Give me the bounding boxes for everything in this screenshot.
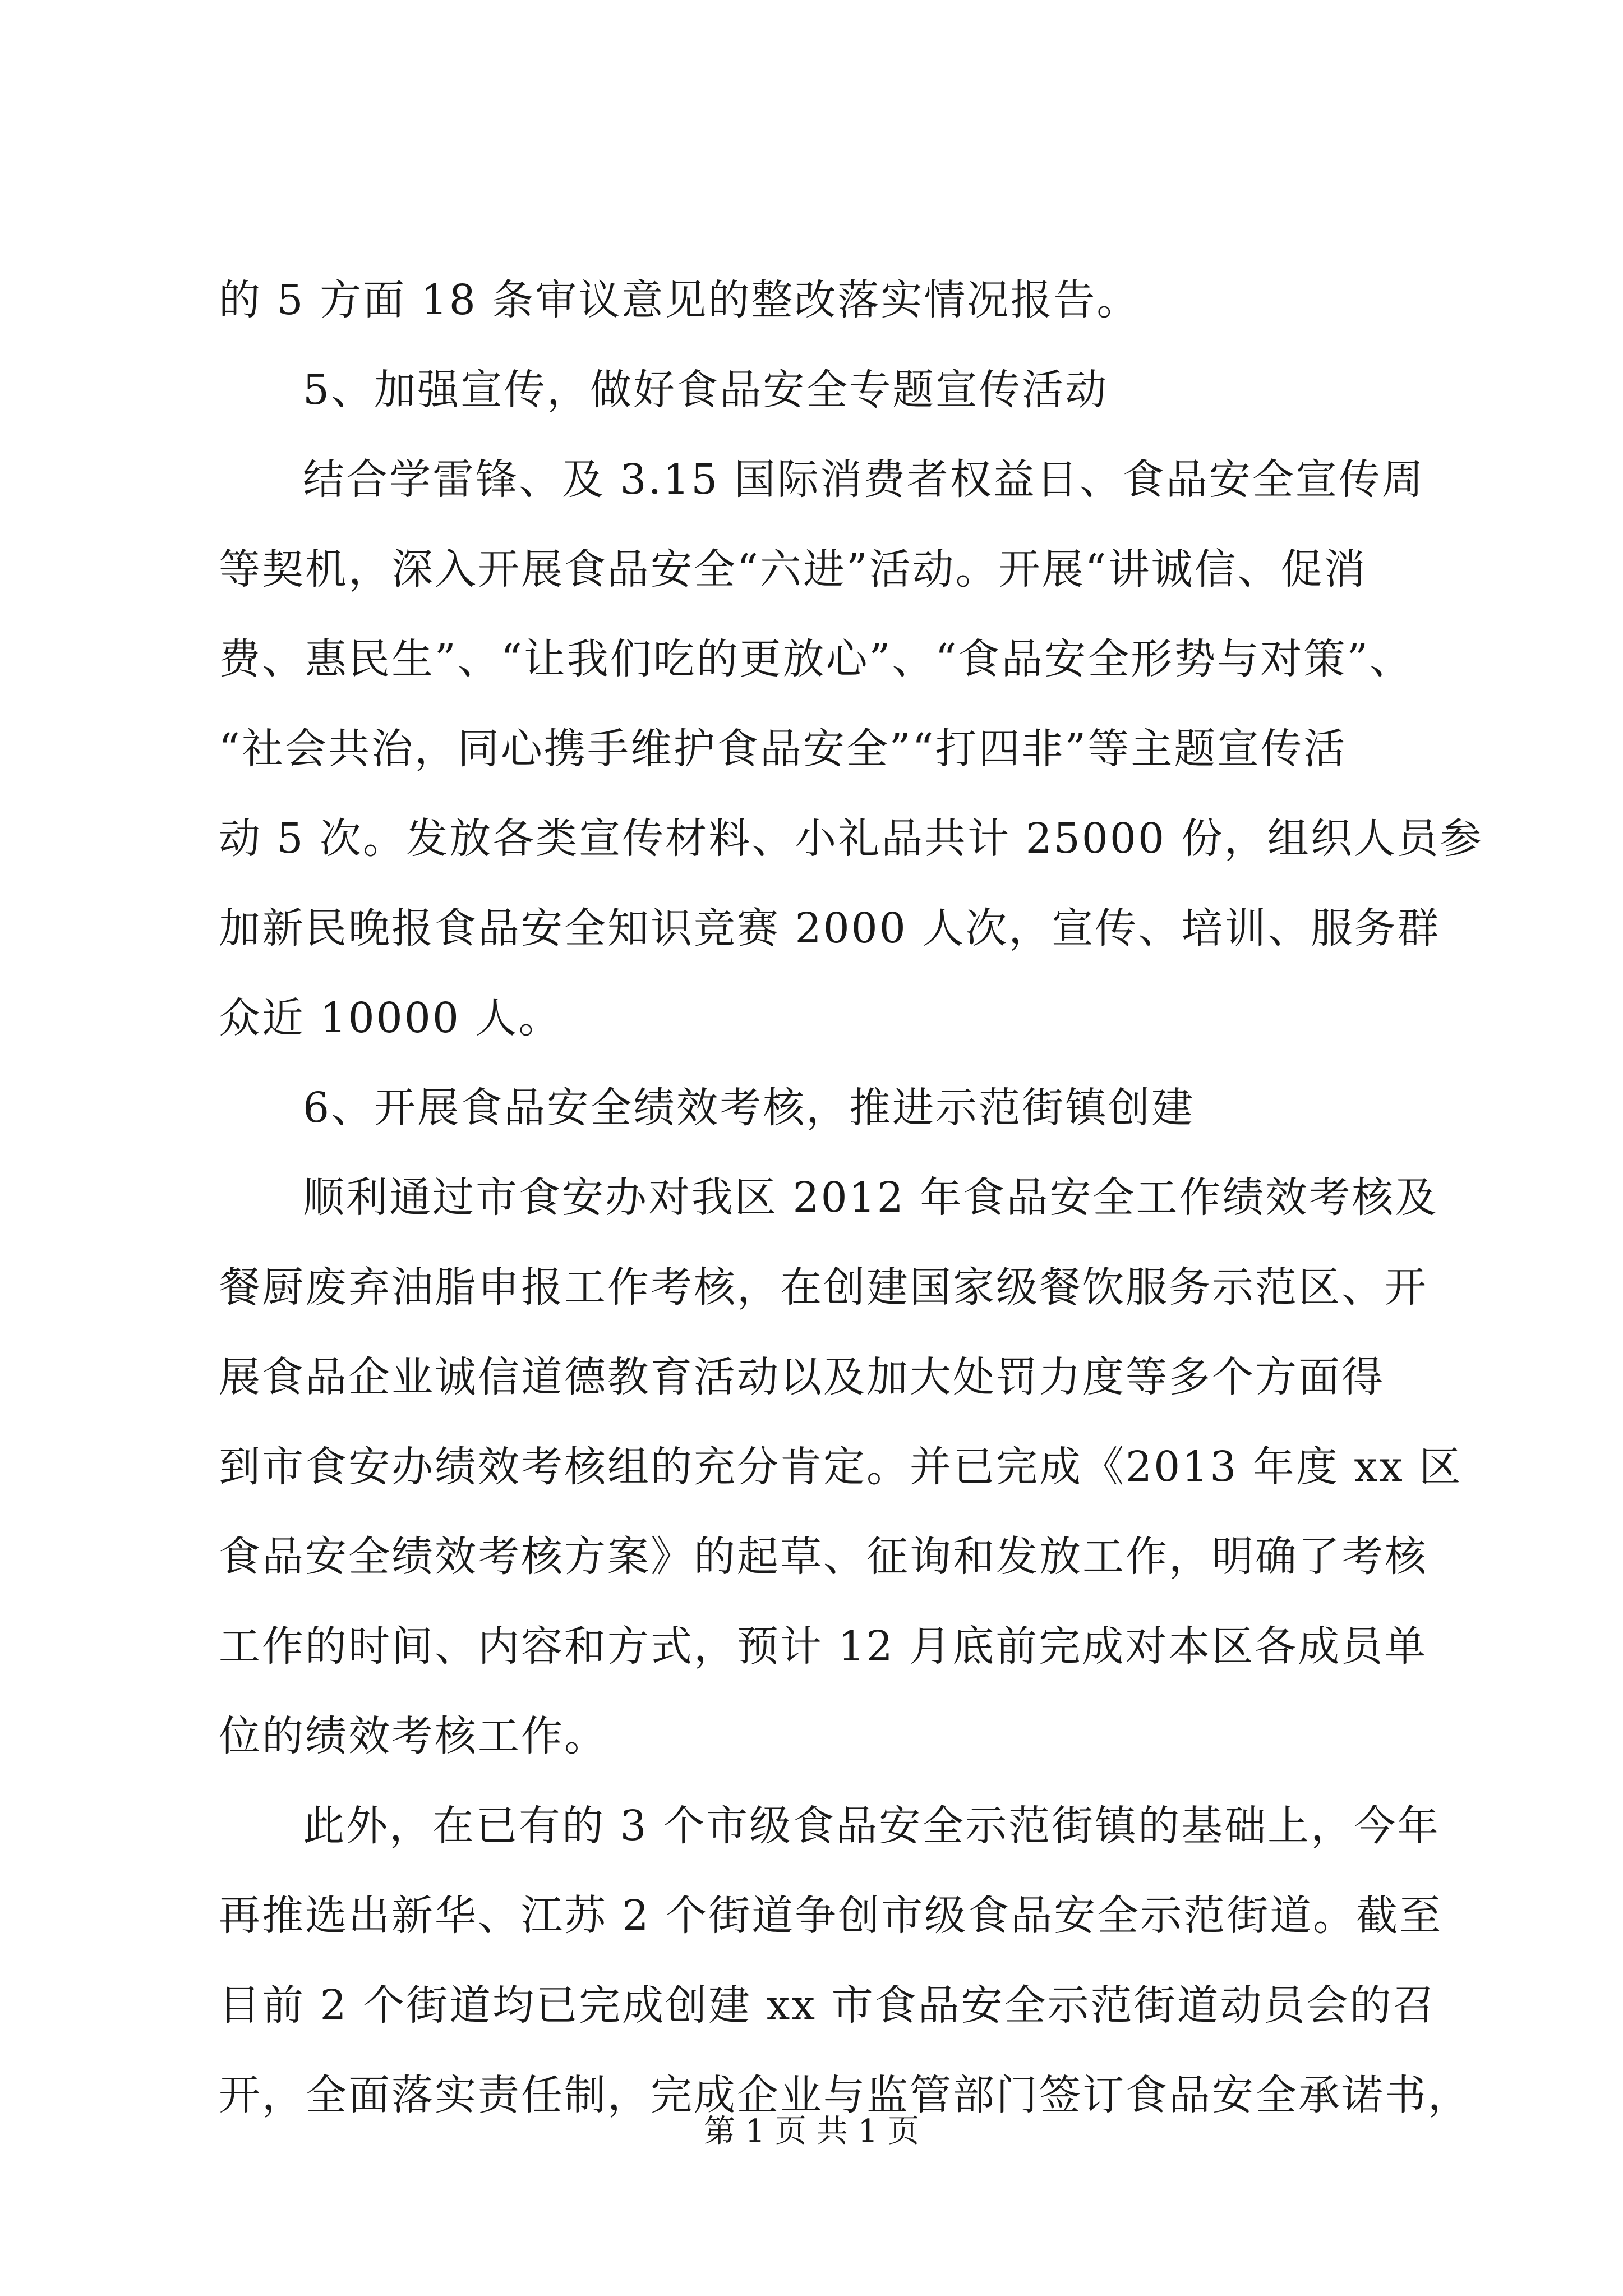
text-line: 结合学雷锋、及 3.15 国际消费者权益日、食品安全宣传周 xyxy=(303,455,1425,504)
text-line: 加新民晚报食品安全知识竞赛 2000 人次，宣传、培训、服务群 xyxy=(219,904,1441,953)
text-line: 食品安全绩效考核方案》的起草、征询和发放工作，明确了考核 xyxy=(219,1533,1428,1581)
section-heading: 6、开展食品安全绩效考核，推进示范街镇创建 xyxy=(303,1084,1195,1132)
text-line: 开，全面落实责任制，完成企业与监管部门签订食品安全承诺书， xyxy=(219,2071,1471,2119)
text-line: 位的绩效考核工作。 xyxy=(219,1712,607,1760)
section-heading: 5、加强宣传，做好食品安全专题宣传活动 xyxy=(303,366,1109,414)
text-line: 等契机，深入开展食品安全“六进”活动。开展“讲诚信、促消 xyxy=(219,545,1367,593)
document-body xyxy=(219,255,1483,2140)
text-line: 到市食安办绩效考核组的充分肯定。并已完成《2013 年度 xx 区 xyxy=(219,1443,1463,1491)
text-line: 此外，在已有的 3 个市级食品安全示范街镇的基础上，今年 xyxy=(303,1802,1441,1850)
text-line: 动 5 次。发放各类宣传材料、小礼品共计 25000 份，组织人员参 xyxy=(219,815,1483,863)
text-line: 目前 2 个街道均已完成创建 xx 市食品安全示范街道动员会的召 xyxy=(219,1981,1436,2030)
text-line: 费、惠民生”、“让我们吃的更放心”、“食品安全形势与对策”、 xyxy=(219,635,1413,683)
text-line: “社会共治，同心携手维护食品安全”“打四非”等主题宣传活 xyxy=(219,725,1347,773)
text-line: 的 5 方面 18 条审议意见的整改落实情况报告。 xyxy=(219,276,1140,324)
text-line: 众近 10000 人。 xyxy=(219,994,562,1042)
text-line: 再推选出新华、江苏 2 个街道争创市级食品安全示范街道。截至 xyxy=(219,1892,1443,1940)
text-line: 展食品企业诚信道德教育活动以及加大处罚力度等多个方面得 xyxy=(219,1353,1385,1401)
page-number: 第 1 页 共 1 页 xyxy=(703,2113,920,2150)
text-line: 顺利通过市食安办对我区 2012 年食品安全工作绩效考核及 xyxy=(303,1174,1438,1222)
text-line: 工作的时间、内容和方式，预计 12 月底前完成对本区各成员单 xyxy=(219,1622,1428,1671)
text-line: 餐厨废弃油脂申报工作考核，在创建国家级餐饮服务示范区、开 xyxy=(219,1263,1428,1312)
